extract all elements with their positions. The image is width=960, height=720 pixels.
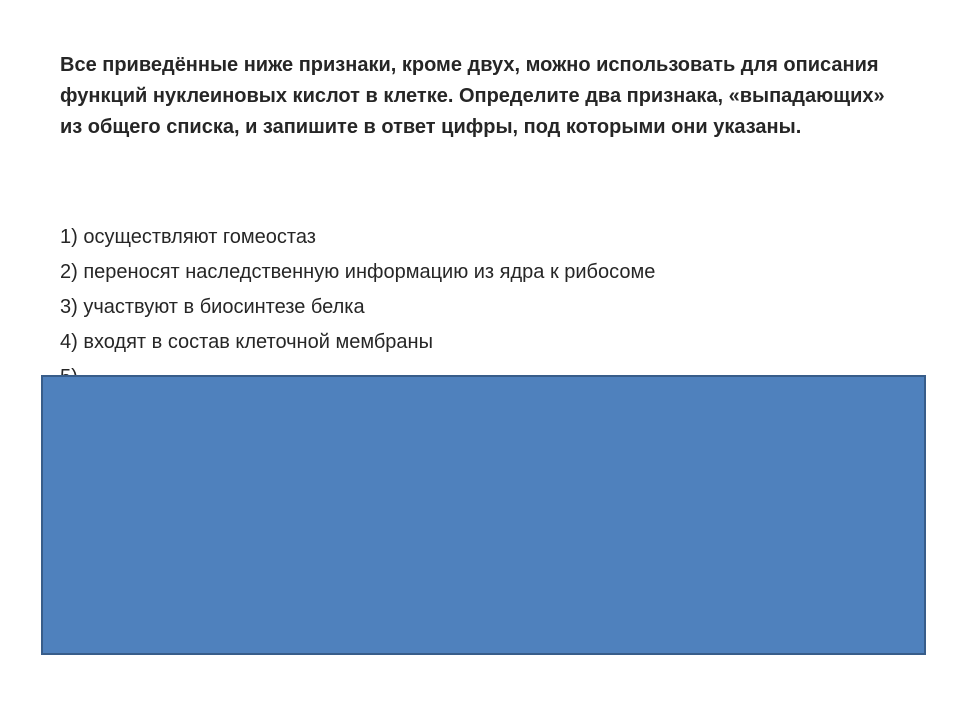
answer-option: 4) входят в состав клеточной мембраны — [60, 331, 433, 353]
answer-options-list — [60, 220, 910, 395]
answer-cover-rectangle[interactable] — [41, 375, 926, 655]
question-text: Все приведённые ниже признаки, кроме двух, можно использовать для описания функций нуклеиновых кислот в клетке. Определите два признака, «выпадающих» из общего списка, и запишите в ответ цифры, под которыми они указаны. — [60, 54, 885, 138]
answer-option: 3) участвуют в биосинтезе белка — [60, 296, 365, 318]
answer-option: 2) переносят наследственную информацию из ядра к рибосоме — [60, 261, 656, 283]
answer-option: 1) осуществляют гомеостаз — [60, 226, 316, 248]
